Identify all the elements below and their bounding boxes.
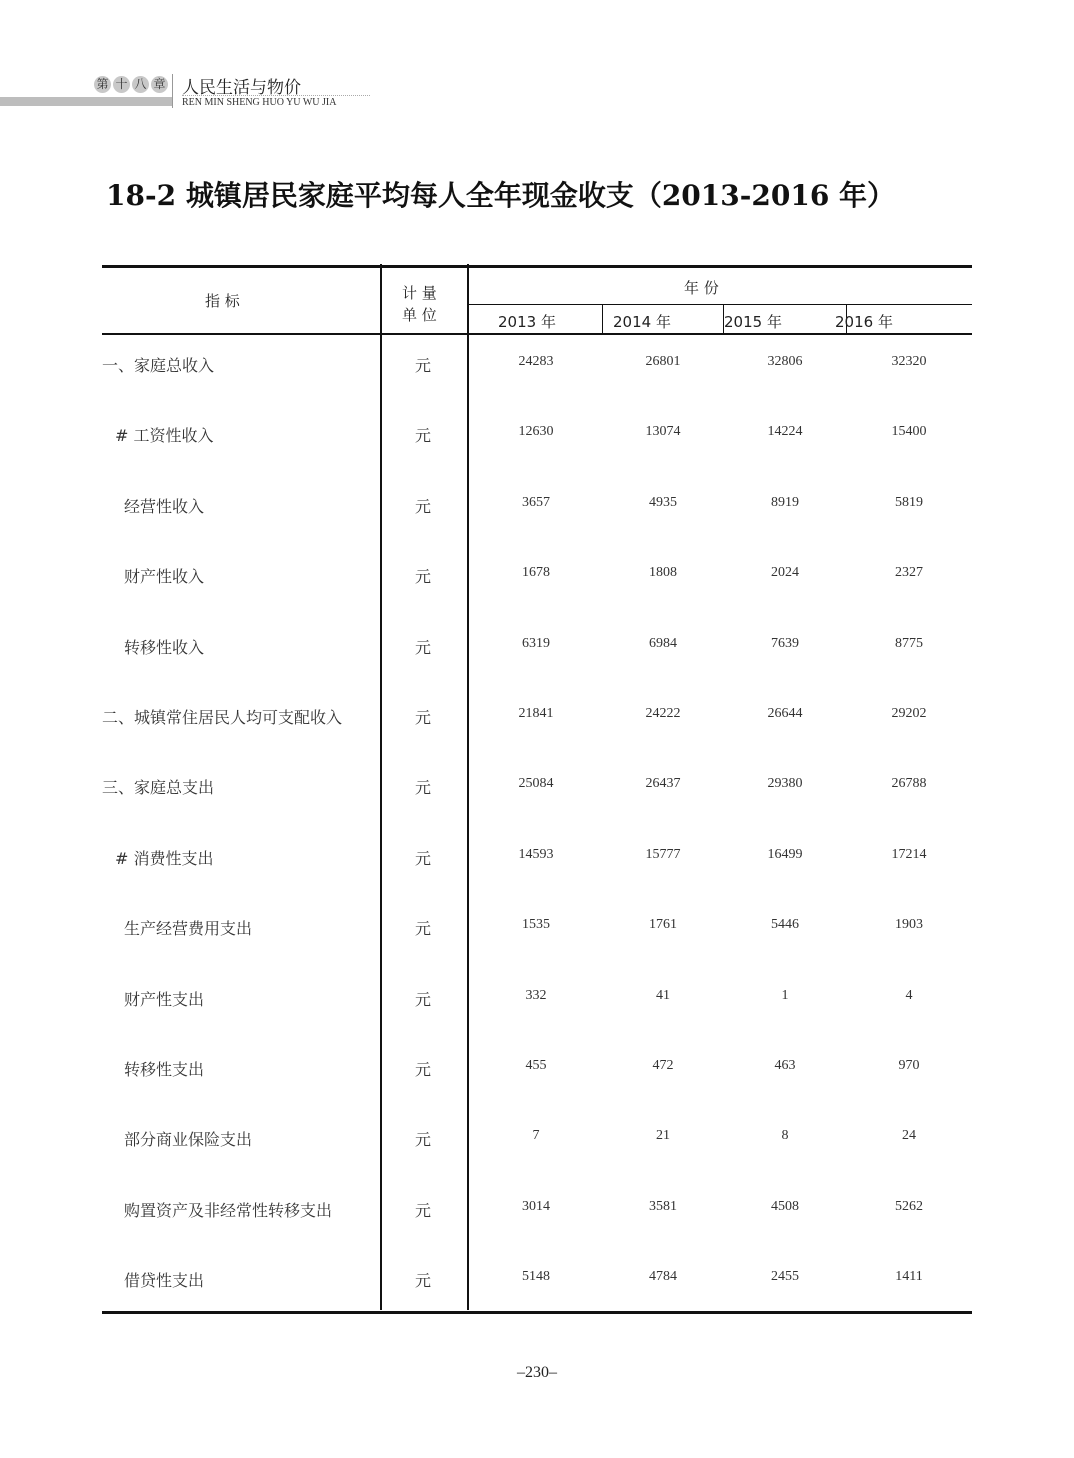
row-label: 经营性收入 [124,496,205,516]
row-label: # 工资性收入 [115,426,214,446]
cell-value: 15777 [645,846,681,862]
header-year: 年 份 [684,279,719,297]
row-label: 三、家庭总支出 [102,778,215,798]
row-label: 财产性收入 [124,567,205,587]
cell-value: 26801 [645,354,681,369]
table-row [0,419,1074,449]
chapter-char: 章 [151,76,168,93]
row-unit: 元 [415,778,432,798]
cell-value: 16499 [767,846,803,862]
table-row [0,842,1074,872]
row-label: 购置资产及非经常性转移支出 [124,1200,333,1220]
row-unit: 元 [415,1271,432,1291]
cell-value: 2455 [771,1269,799,1285]
table-row [0,912,1074,942]
table-row [0,771,1074,801]
cell-value: 1535 [522,917,550,933]
cell-value: 32806 [767,354,803,369]
row-label: 借贷性支出 [124,1271,205,1291]
cell-value: 970 [898,1058,920,1073]
cell-value: 3014 [522,1198,550,1214]
chapter-badge [94,76,168,93]
cell-value: 41 [656,987,670,1003]
cell-value: 17214 [891,846,927,862]
table-row [0,1053,1074,1083]
cell-value: 5446 [771,917,799,933]
cell-value: 4 [905,987,913,1003]
table-top-rule [102,265,972,268]
header-indicator: 指 标 [205,292,240,310]
cell-value: 1903 [895,917,923,933]
cell-value: 472 [652,1058,674,1073]
row-unit: 元 [415,989,432,1009]
row-label: 转移性收入 [124,637,205,657]
row-label: 一、家庭总收入 [102,356,215,375]
header-year-2015: 2015 年 [724,313,782,331]
row-unit: 元 [415,567,432,587]
page-number: –230– [517,1364,557,1381]
cell-value: 26437 [645,776,681,792]
row-label: 转移性支出 [124,1060,205,1079]
table-row [0,1194,1074,1224]
cell-value: 1678 [522,565,550,581]
cell-value: 7 [532,1128,540,1144]
table-bottom-rule [102,1311,972,1314]
chapter-char: 第 [94,76,111,93]
cell-value: 2327 [895,565,923,581]
cell-value: 4784 [649,1269,677,1285]
header-year-2016: 2016 年 [835,313,893,331]
header-year-2014: 2014 年 [613,313,671,331]
table-row [0,701,1074,731]
cell-value: 14593 [518,846,554,862]
cell-value: 1411 [895,1269,923,1285]
cell-value: 1808 [649,565,677,581]
table-row [0,560,1074,590]
table-row [0,1123,1074,1153]
cell-value: 32320 [891,354,927,369]
cell-value: 12630 [518,424,554,440]
row-unit: 元 [415,356,432,375]
row-unit: 元 [415,1060,432,1079]
row-unit: 元 [415,637,432,657]
header-bar [0,97,172,106]
row-unit: 元 [415,708,432,727]
table-row [0,490,1074,520]
cell-value: 463 [774,1058,796,1073]
row-unit: 元 [415,1200,432,1220]
row-label: # 消费性支出 [115,848,214,868]
row-unit: 元 [415,1130,432,1150]
table-row [0,349,1074,379]
chapter-char: 十 [113,76,130,93]
year-divider [602,305,603,334]
cell-value: 332 [525,987,547,1003]
cell-value: 29380 [767,776,803,792]
cell-value: 24 [902,1128,916,1144]
row-label: 二、城镇常住居民人均可支配收入 [102,708,343,727]
row-label: 部分商业保险支出 [124,1130,253,1150]
table-title: 18-2 城镇居民家庭平均每人全年现金收支（2013-2016 年） [106,179,896,212]
year-header-rule [468,304,972,305]
row-unit: 元 [415,426,432,446]
chapter-title: 人民生活与物价 [182,78,301,98]
table-row [0,1264,1074,1294]
cell-value: 21 [656,1128,670,1144]
row-unit: 元 [415,919,432,939]
cell-value: 5148 [522,1269,550,1285]
cell-value: 5819 [895,494,923,510]
cell-value: 26788 [891,776,927,792]
cell-value: 13074 [645,424,681,440]
chapter-char: 八 [132,76,149,93]
cell-value: 25084 [518,776,554,792]
cell-value: 24283 [518,354,554,369]
header-divider [172,74,173,108]
row-unit: 元 [415,848,432,868]
cell-value: 1 [781,987,789,1003]
row-unit: 元 [415,496,432,516]
cell-value: 26644 [767,706,803,721]
header-unit-line1: 计 量 [402,284,437,302]
cell-value: 4935 [649,494,677,510]
row-label: 生产经营费用支出 [124,919,253,939]
cell-value: 7639 [771,635,799,651]
cell-value: 15400 [891,424,927,440]
cell-value: 2024 [771,565,799,581]
cell-value: 455 [525,1058,547,1073]
chapter-subtitle: REN MIN SHENG HUO YU WU JIA [182,97,337,108]
cell-value: 8775 [895,635,923,651]
cell-value: 8919 [771,494,799,510]
header-bottom-rule [102,333,972,335]
cell-value: 6319 [522,635,550,651]
cell-value: 3657 [522,494,550,510]
cell-value: 29202 [891,706,927,721]
cell-value: 4508 [771,1198,799,1214]
header-year-2013: 2013 年 [498,313,556,331]
header-dotted-line [182,95,370,96]
row-label: 财产性支出 [124,989,205,1009]
header-unit-line2: 单 位 [402,306,437,324]
cell-value: 5262 [895,1198,923,1214]
cell-value: 14224 [767,424,803,440]
cell-value: 6984 [649,635,677,651]
cell-value: 24222 [645,706,681,721]
cell-value: 21841 [518,706,554,721]
table-row [0,631,1074,661]
cell-value: 3581 [649,1198,677,1214]
cell-value: 1761 [649,917,677,933]
cell-value: 8 [781,1128,789,1144]
table-row [0,983,1074,1013]
